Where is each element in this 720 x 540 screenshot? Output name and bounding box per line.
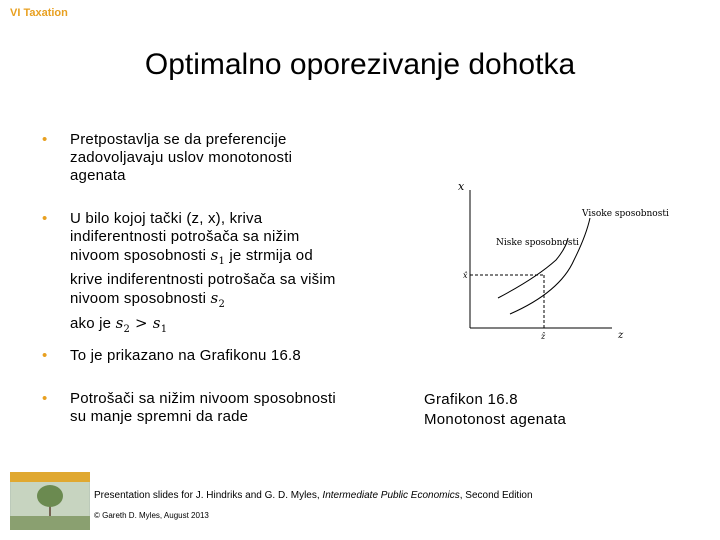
math-symbol: s [115, 314, 124, 332]
bullet-dot: • [42, 131, 48, 148]
footer-book-title: Intermediate Public Economics [322, 490, 460, 501]
bullet-item [42, 347, 342, 365]
math-s1 [210, 246, 226, 267]
high-ability-label: Visoke sposobnosti [582, 209, 669, 219]
bullet-dot: • [42, 210, 48, 227]
footer-credit [94, 490, 533, 501]
caption-subtitle: Monotonost agenata [424, 411, 567, 428]
math-operator: > [130, 314, 153, 332]
math-subscript: 2 [218, 299, 226, 310]
book-cover-band [10, 472, 90, 482]
math-symbol: s [210, 246, 219, 264]
bullet-text-part: je strmija od krive indiferentnosti potrošača sa višim nivoom sposobnosti [70, 247, 336, 307]
math-s2 [210, 289, 226, 310]
footer-copyright: © Gareth D. Myles, August 2013 [94, 511, 209, 520]
book-cover-ground [10, 516, 90, 530]
bullet-item [42, 390, 342, 426]
bullet-text-part: U bilo kojoj tački (z, x), kriva indiferentnosti potrošača sa nižim nivoom sposobnosti [70, 210, 300, 264]
math-subscript: 2 [123, 324, 131, 335]
section-tag: VI Taxation [10, 7, 68, 19]
x-axis-label: z [618, 330, 624, 341]
low-ability-label: Niske sposobnosti [496, 238, 579, 248]
indifference-curve-graph [440, 176, 680, 344]
high-ability-curve [510, 218, 590, 314]
bullet-item [42, 210, 342, 339]
footer-suffix: , Second Edition [459, 490, 533, 501]
bullet-item [42, 131, 342, 185]
bullet-text: To je prikazano na Grafikonu 16.8 [70, 347, 301, 364]
math-subscript: 1 [218, 256, 226, 267]
figure-caption [424, 390, 566, 430]
y-axis-label: x [458, 180, 465, 193]
x-hat-tick: x̂ [463, 271, 468, 280]
math-s1-repeat [152, 314, 168, 335]
slide-title: Optimalno oporezivanje dohotka [144, 48, 576, 81]
footer-prefix: Presentation slides for J. Hindriks and G. D. Myles, [94, 490, 323, 501]
math-symbol: s [152, 314, 161, 332]
math-symbol: s [210, 289, 219, 307]
bullet-text-part: ako je [70, 315, 116, 332]
z-hat-tick: ẑ [541, 332, 546, 341]
caption-title: Grafikon 16.8 [424, 391, 518, 408]
bullet-dot: • [42, 390, 48, 407]
bullet-dot: • [42, 347, 48, 364]
book-cover-tree-crown [37, 485, 63, 507]
bullet-text: Potrošači sa nižim nivoom sposobnosti su manje spremni da rade [70, 390, 336, 425]
math-s2-repeat [115, 314, 131, 335]
bullet-text: Pretpostavlja se da preferencije zadovoljavaju uslov monotonosti agenata [70, 131, 293, 184]
math-subscript: 1 [160, 324, 168, 335]
book-cover-thumbnail [10, 472, 90, 530]
bullet-text [70, 210, 342, 339]
